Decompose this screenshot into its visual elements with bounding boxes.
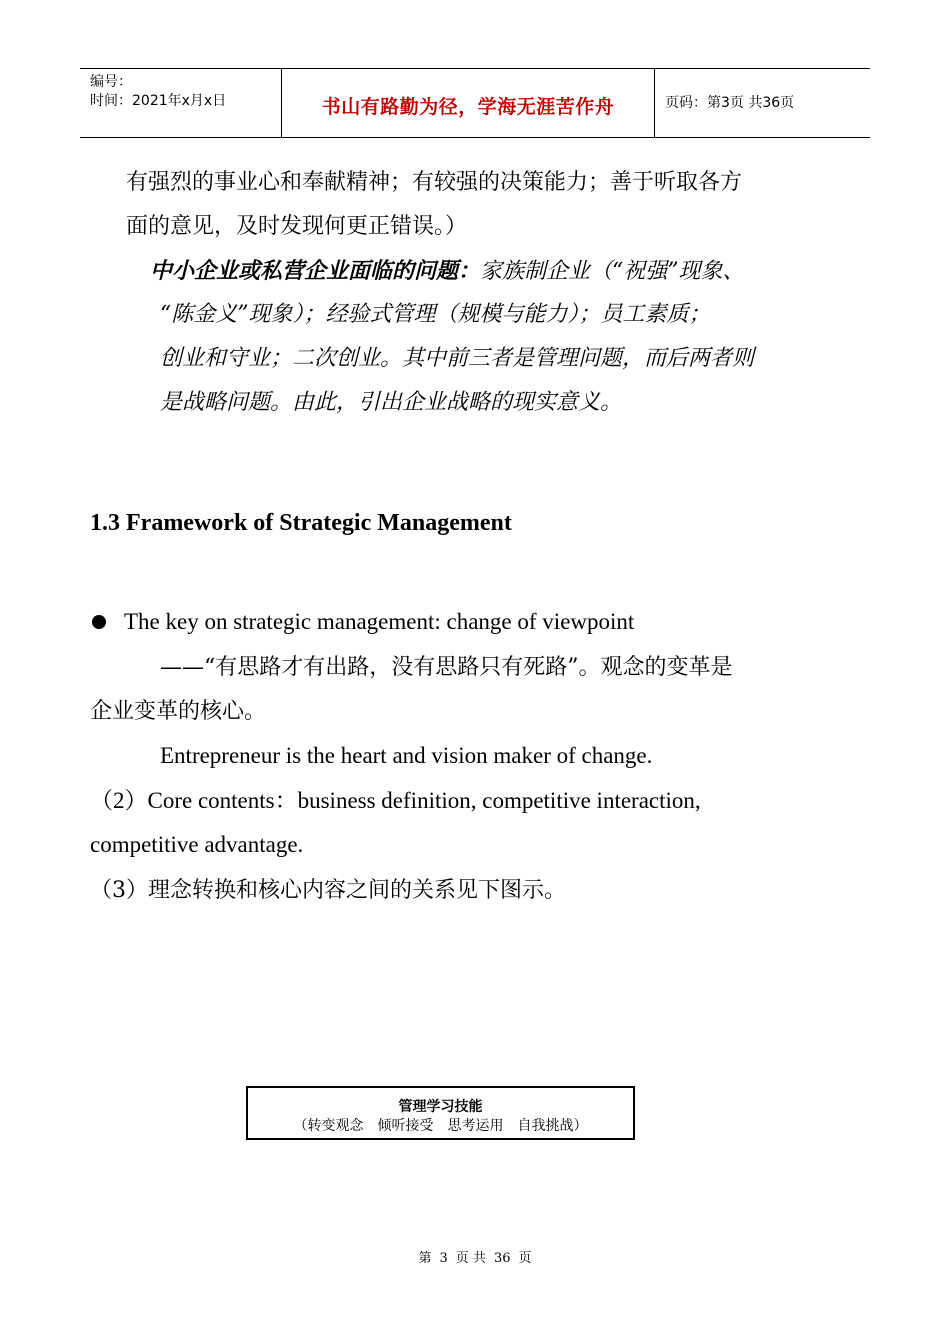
header-page-info: 页码：第3页 共36页 <box>665 95 795 111</box>
footer-page-number: 3 <box>439 1251 448 1266</box>
footer-suffix: 页 <box>518 1251 532 1266</box>
header-page-cell <box>655 69 870 137</box>
problem-lead: 中小企业或私营企业面临的问题： <box>150 258 481 284</box>
header-meta-cell <box>80 69 282 137</box>
diagram-box-subtitle: （转变观念 倾听接受 思考运用 自我挑战） <box>293 1118 588 1134</box>
paragraph-line <box>150 256 745 287</box>
diagram-box-title: 管理学习技能 <box>398 1099 483 1115</box>
page-header <box>80 68 870 138</box>
header-motto: 书山有路勤为径，学海无涯苦作舟 <box>321 96 615 118</box>
paragraph-line: 有强烈的事业心和奉献精神；有较强的决策能力；善于听取各方 <box>126 170 743 195</box>
footer-middle: 页 共 <box>455 1251 486 1266</box>
header-motto-cell <box>282 69 655 137</box>
footer-prefix: 第 <box>418 1251 432 1266</box>
doc-number-label: 编号： <box>90 74 132 90</box>
quote-line: 企业变革的核心。 <box>90 699 267 724</box>
entrepreneur-line: Entrepreneur is the heart and vision maker of change. <box>160 743 653 768</box>
section-heading: 1.3 Framework of Strategic Management <box>90 510 512 536</box>
item-three: （3）理念转换和核心内容之间的关系见下图示。 <box>90 878 566 903</box>
page-footer <box>0 1247 950 1266</box>
diagram-box <box>246 1086 635 1140</box>
footer-total-pages: 36 <box>493 1251 511 1266</box>
core-contents-line: （2）Core contents：business definition, competitive interaction, <box>90 788 701 813</box>
quote-line: ——“有思路才有出路，没有思路只有死路”。观念的变革是 <box>160 655 733 680</box>
paragraph-line: 面的意见，及时发现何更正错误。） <box>126 214 468 239</box>
paragraph-line: 创业和守业；二次创业。其中前三者是管理问题，而后两者则 <box>160 346 755 371</box>
bullet-icon <box>92 615 106 629</box>
bullet-item: The key on strategic management: change of viewpoint <box>124 609 635 634</box>
paragraph-line: “陈金义”现象）；经验式管理（规模与能力）；员工素质； <box>160 302 711 327</box>
problem-text: 家族制企业（“祝强”现象、 <box>480 259 745 284</box>
paragraph-line: 是战略问题。由此，引出企业战略的现实意义。 <box>160 390 623 415</box>
doc-time-label: 时间：2021年x月x日 <box>90 93 227 109</box>
core-contents-line: competitive advantage. <box>90 832 304 857</box>
